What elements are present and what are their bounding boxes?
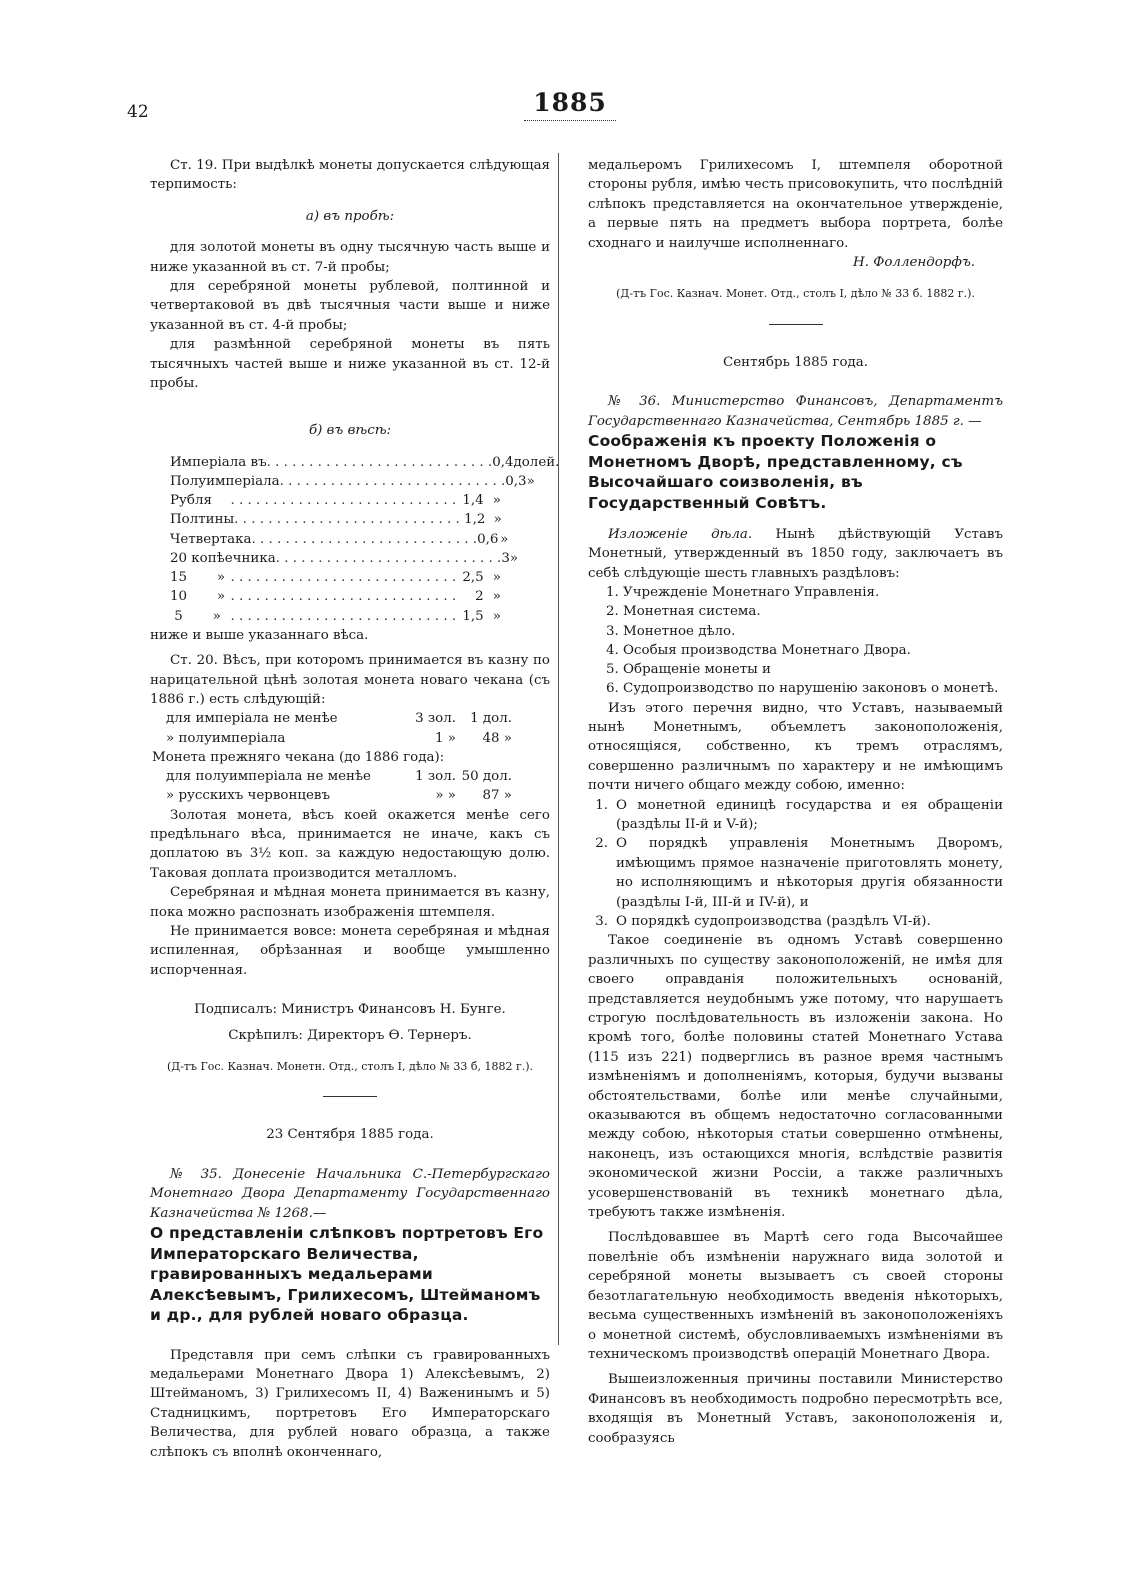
column-divider — [558, 153, 559, 1345]
paragraph-reasons: Вышеизложенныя причины поставили Министерство Финансовъ въ необходимость подробно пересмотрѣть все, входящія въ Монетный Уставъ, законоположенія и, сообразуясь — [588, 1372, 1003, 1446]
signature: Н. Фоллендорфъ. — [853, 255, 975, 271]
weight-unit: » — [492, 589, 501, 605]
section-b-heading: б) въ вѣсѣ: — [308, 423, 392, 439]
list-text: О монетной единицѣ государства и ея обращеніи (раздѣлы II-й и V-й); — [616, 797, 1003, 832]
coin-name: 15 » — [170, 570, 226, 586]
coin-weight-dol: 1 дол. — [470, 711, 512, 727]
weight-row — [170, 453, 560, 472]
weight-value: 2 — [475, 589, 484, 605]
paragraph-combination: Такое соединеніе въ одномъ Уставѣ совершенно различныхъ по существу законоположеній, не имѣя для своего оправданія положительныхъ основаній, представляется неудобнымъ уже потому, что нарушаетъ строгую послѣдовательность въ изложеніи закона. Но кромѣ того, болѣе половины статей Монетнаго Устава (115 изъ 221) подверглись въ разное время частнымъ измѣненіямъ и дополненіямъ, которыя, будучи вызваны обстоятельствами, болѣе или менѣе случайными, оказываются въ общемъ недостаточно согласованными между собою, нѣкоторыя статьи совершенно отмѣнены, наконецъ, изъ остающихся многія, вслѣдствіе развитія экономической жизни Россіи, а также различныхъ усовершенствованій въ техникѣ монетнаго дѣла, требуютъ также измѣненія. — [588, 933, 1003, 1221]
coin-name: Имперіала въ — [170, 454, 267, 470]
weight-value: 1,4 — [462, 493, 484, 509]
left-column — [150, 156, 560, 1462]
leader-dots: . . . . . . . . . . . . . . . . . . . . . . . . . . . — [230, 608, 457, 624]
weight-unit: » — [526, 474, 535, 490]
weight-value: 1,2 — [464, 512, 486, 528]
leader-dots: . . . . . . . . . . . . . . . . . . . . . . . . . . . — [230, 570, 457, 586]
list-item: 3. Монетное дѣло. — [606, 623, 736, 639]
list-item: 5. Обращеніе монеты и — [606, 662, 771, 678]
paragraph-rejected: Не принимается вовсе: монета серебряная и мѣдная испиленная, обрѣзанная и вообще умышленно испорченная. — [150, 923, 550, 978]
coin-weight-row — [166, 767, 550, 786]
weight-unit: » — [492, 493, 501, 509]
coin-weight-label: » русскихъ червонцевъ — [166, 788, 330, 804]
branches-list — [588, 796, 1003, 932]
coin-weight-dol: 48 » — [482, 730, 512, 746]
paragraph-branches: Изъ этого перечня видно, что Уставъ, называемый нынѣ Монетнымъ, объемлетъ законоположенія, относящіяся, собственно, къ тремъ отраслямъ, совершенно различнымъ по характеру и не имѣющимъ почти ничего общаго между собою, именно: — [588, 700, 1003, 794]
doc36-title: Соображенія къ проекту Положенія о Монетномъ Дворѣ, представленному, съ Высочайшаго соизволенія, въ Государственный Совѣтъ. — [588, 432, 963, 512]
coin-name: 10 » — [170, 589, 226, 605]
document-date: 23 Сентября 1885 года. — [266, 1127, 434, 1143]
year-underline-ornament — [524, 120, 616, 121]
weight-unit: долей. — [513, 454, 560, 470]
page-number: 42 — [127, 102, 149, 122]
coin-name: 20 копѣечника — [170, 550, 276, 566]
page-year-heading: 1885 — [533, 88, 607, 117]
list-number: 1. — [595, 797, 608, 813]
leader-dots: . . . . . . . . . . . . . . . . . . . . . . . . . . . — [279, 474, 506, 490]
list-item — [588, 834, 1003, 912]
weight-unit: » — [493, 512, 502, 528]
paragraph-shortfall: Золотая монета, вѣсъ коей окажется менѣе сего предѣльнаго вѣса, принимается не иначе, какъ съ доплатою въ 3½ коп. за каждую недостающую долю. Таковая доплата производится металломъ. — [150, 807, 550, 881]
coin-weight-zol: 1 » — [435, 730, 456, 746]
countersigned-by: Скрѣпилъ: Директоръ Ѳ. Тернеръ. — [228, 1027, 472, 1043]
weight-row — [170, 510, 510, 529]
weight-row — [170, 549, 519, 568]
article-19: Ст. 19. При выдѣлкѣ монеты допускается слѣдующая терпимость: — [150, 158, 550, 193]
leader-dots: . . . . . . . . . . . . . . . . . . . . . . . . . . . — [251, 531, 478, 547]
coin-weight-dol: 50 дол. — [461, 769, 512, 785]
leader-dots: . . . . . . . . . . . . . . . . . . . . . . . . . . . — [234, 512, 460, 528]
exposition — [588, 525, 1003, 583]
weight-row — [170, 530, 510, 549]
doc35-title: О представленіи слѣпковъ портретовъ Его Императорскаго Величества, гравированныхъ медальерами Алексѣевымъ, Грилихесомъ, Штейманомъ и др., для рублей новаго образца. — [150, 1224, 544, 1325]
leader-dots: . . . . . . . . . . . . . . . . . . . . . . . . . . . — [230, 493, 457, 509]
weight-row — [170, 607, 510, 626]
weight-unit: » — [509, 550, 519, 566]
exposition-text: Нынѣ дѣйствующій Уставъ Монетный, утвержденный въ 1850 году, заключаетъ въ себѣ слѣдующіе шесть главныхъ раздѣловъ: — [588, 527, 1003, 581]
doc36-intro: № 36. Министерство Финансовъ, Департаментъ Государственнаго Казначейства, Сентябрь 1885 г. — — [588, 394, 1003, 429]
list-number: 2. — [595, 836, 608, 852]
weight-row — [170, 587, 510, 606]
weight-row — [170, 491, 510, 510]
exposition-label: Изложеніе дѣла. — [608, 527, 753, 543]
coin-weight-label: » полуимперіала — [166, 730, 286, 746]
tolerance-silver: для серебряной монеты рублевой, полтинной и четвертаковой въ двѣ тысячныя части выше и ниже указанной въ ст. 4-й пробы; — [150, 279, 550, 333]
coin-name: Четвертака — [170, 531, 252, 547]
leader-dots: . . . . . . . . . . . . . . . . . . . . . . . . . . . — [230, 589, 457, 605]
weight-unit: » — [492, 570, 501, 586]
coin-weight-zol: 1 зол. — [415, 769, 456, 785]
doc35-intro: № 35. Донесеніе Начальника С.-Петербургскаго Монетнаго Двора Департаменту Государственнаго Казначейства № 1268.— — [150, 1166, 550, 1221]
list-text: О порядкѣ судопроизводства (раздѣлъ VI-й). — [616, 913, 931, 929]
weight-value: 0,6 — [477, 531, 499, 547]
weight-tolerance-table — [170, 453, 560, 626]
coin-weight-zol: 3 зол. — [415, 711, 456, 727]
weight-unit: » — [492, 608, 501, 624]
article-20: Ст. 20. Вѣсъ, при которомъ принимается въ казну по нарицательной цѣнѣ золотая монета новаго чекана (съ 1886 г.) есть слѣдующій: — [150, 653, 550, 707]
list-item: 6. Судопроизводство по нарушенію законовъ о монетѣ. — [606, 681, 999, 697]
coin-name: 5 » — [170, 608, 221, 624]
archive-reference: (Д-тъ Гос. Казнач. Монет. Отд., столъ I, дѣло № 33 б. 1882 г.). — [616, 287, 975, 301]
old-coin-heading: Монета прежняго чекана (до 1886 года): — [152, 749, 445, 765]
weight-value: 2,5 — [462, 570, 484, 586]
signed-by: Подписалъ: Министръ Финансовъ Н. Бунге. — [194, 1002, 506, 1018]
coin-name: Полуимперіала — [170, 474, 280, 490]
document-date: Сентябрь 1885 года. — [722, 354, 869, 370]
list-item: 4. Особыя производства Монетнаго Двора. — [606, 642, 911, 658]
coin-name: Полтины — [170, 512, 235, 528]
statute-sections-list — [606, 583, 1003, 698]
paragraph-silver-copper: Серебряная и мѣдная монета принимается въ казну, пока можно распознать изображенія штемпеля. — [150, 885, 550, 920]
leader-dots: . . . . . . . . . . . . . . . . . . . . . . . . . . . — [266, 454, 493, 470]
old-coin-weights — [166, 767, 550, 805]
coin-weight-row — [166, 709, 550, 728]
list-item: 1. Учрежденіе Монетнаго Управленія. — [606, 585, 880, 601]
weight-row — [170, 472, 535, 491]
weight-value: 3 — [501, 550, 510, 566]
leader-dots: . . . . . . . . . . . . . . . . . . . . . . . . . . . — [275, 550, 502, 566]
weight-unit: » — [500, 531, 509, 547]
coin-weight-label: для полуимперіала не менѣе — [166, 769, 371, 785]
section-a-heading: а) въ пробѣ: — [305, 208, 395, 224]
new-coin-weights — [166, 709, 550, 747]
list-text: О порядкѣ управленія Монетнымъ Дворомъ, имѣющимъ прямое назначеніе приготовлять монету, но исполняющимъ и нѣкоторыя другія обязанности (раздѣлы I-й, III-й и IV-й), и — [616, 836, 1003, 910]
list-item — [588, 796, 1003, 835]
weights-after-note: ниже и выше указаннаго вѣса. — [150, 627, 369, 643]
weight-row — [170, 568, 510, 587]
coin-weight-row — [166, 786, 550, 805]
weight-value: 0,4 — [492, 454, 514, 470]
coin-weight-row — [166, 729, 550, 748]
tolerance-change-silver: для размѣнной серебряной монеты въ пять тысячныхъ частей выше и ниже указанной въ ст. 12-й пробы. — [150, 337, 550, 392]
right-column — [588, 156, 1003, 1448]
paragraph-march-decree: Послѣдовавшее въ Мартѣ сего года Высочайшее повелѣніе объ измѣненіи наружнаго вида золотой и серебряной монеты вызываетъ съ своей стороны безотлагательную необходимость введенія нѣкоторыхъ, весьма существенныхъ измѣненій въ законоположеніяхъ о монетной системѣ, обусловливаемыхъ измѣненіями въ техническомъ производствѣ операцій Монетнаго Двора. — [588, 1230, 1003, 1362]
list-item: 2. Монетная система. — [606, 604, 761, 620]
list-item — [588, 912, 1003, 931]
archive-reference: (Д-тъ Гос. Казнач. Монетн. Отд., столъ I, дѣло № 33 б, 1882 г.). — [166, 1060, 534, 1074]
weight-value: 1,5 — [462, 608, 484, 624]
tolerance-gold: для золотой монеты въ одну тысячную часть выше и ниже указанной въ ст. 7-й пробы; — [150, 240, 550, 275]
coin-weight-zol: » » — [435, 788, 456, 804]
doc35-continuation: медальеромъ Грилихесомъ I, штемпеля оборотной стороны рубля, имѣю честь присовокупить, что послѣдній слѣпокъ представляется на окончательное утвержденіе, а первые пять на предметъ выбора портрета, болѣе сходнаго и наилучше исполненнаго. — [588, 158, 1003, 251]
coin-weight-dol: 87 » — [482, 788, 512, 804]
list-number: 3. — [595, 913, 608, 929]
weight-value: 0,3 — [505, 474, 527, 490]
coin-name: Рубля — [170, 493, 212, 509]
coin-weight-label: для имперіала не менѣе — [166, 711, 338, 727]
doc35-body: Представля при семъ слѣпки съ гравированныхъ медальерами Монетнаго Двора 1) Алексѣевымъ, 2) Штейманомъ, 3) Грилихесомъ II, 4) Важенинымъ и 5) Стадницкимъ, портретовъ Его Императорскаго Величества, для рублей новаго образца, а также слѣпокъ съ вполнѣ оконченнаго, — [150, 1347, 550, 1460]
